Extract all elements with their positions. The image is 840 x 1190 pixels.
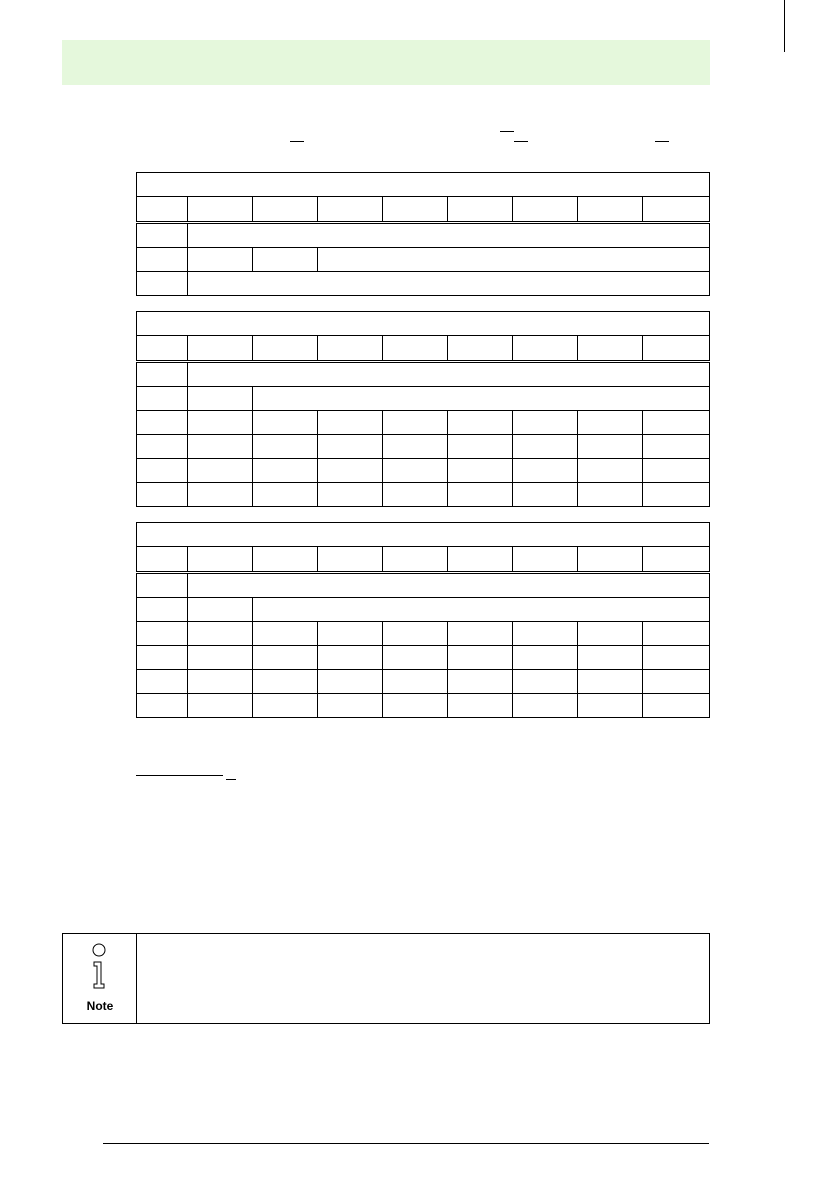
table-cell xyxy=(188,387,253,411)
table-cell xyxy=(578,411,643,435)
table-cell xyxy=(253,547,318,573)
table-cell xyxy=(188,622,253,646)
table-cell xyxy=(318,248,710,272)
table-cell xyxy=(188,336,253,362)
table-cell xyxy=(253,459,318,483)
table-cell xyxy=(448,197,513,223)
table-cell xyxy=(318,622,383,646)
table-cell xyxy=(137,387,188,411)
table-cell xyxy=(188,598,253,622)
table-cell xyxy=(383,459,448,483)
table-cell xyxy=(253,197,318,223)
register-table-1 xyxy=(136,172,710,296)
table-cell xyxy=(578,435,643,459)
page-edge-line xyxy=(784,0,785,52)
table-cell xyxy=(253,387,710,411)
table-cell xyxy=(643,197,710,223)
note-label: Note xyxy=(86,999,114,1013)
table-cell xyxy=(643,694,710,718)
table-cell xyxy=(188,197,253,223)
table-cell xyxy=(513,694,578,718)
table-cell xyxy=(448,336,513,362)
table-cell xyxy=(448,435,513,459)
table-cell xyxy=(318,197,383,223)
table-cell xyxy=(643,622,710,646)
table-cell xyxy=(188,694,253,718)
table-cell xyxy=(137,459,188,483)
table-cell xyxy=(513,483,578,507)
table-cell xyxy=(383,670,448,694)
table-cell xyxy=(383,622,448,646)
table-cell xyxy=(643,483,710,507)
table-cell xyxy=(137,573,188,598)
table-cell xyxy=(137,547,188,573)
table-cell xyxy=(578,197,643,223)
table-3-title-cell xyxy=(137,523,710,547)
table-cell xyxy=(318,336,383,362)
table-cell xyxy=(643,670,710,694)
table-cell xyxy=(188,547,253,573)
table-cell xyxy=(383,547,448,573)
table-cell xyxy=(137,223,188,248)
table-cell xyxy=(578,670,643,694)
table-cell xyxy=(318,547,383,573)
table-cell xyxy=(253,598,710,622)
table-cell xyxy=(137,670,188,694)
table-cell xyxy=(448,411,513,435)
table-cell xyxy=(188,272,710,296)
table-cell xyxy=(253,483,318,507)
table-cell xyxy=(137,248,188,272)
table-cell xyxy=(137,435,188,459)
table-cell xyxy=(643,411,710,435)
table-cell xyxy=(318,483,383,507)
table-cell xyxy=(137,272,188,296)
table-cell xyxy=(137,622,188,646)
register-table-2 xyxy=(136,311,710,507)
table-cell xyxy=(188,459,253,483)
note-divider xyxy=(136,934,137,1023)
table-cell xyxy=(137,598,188,622)
table-cell xyxy=(513,670,578,694)
table-cell xyxy=(137,336,188,362)
table-cell xyxy=(578,483,643,507)
table-cell xyxy=(448,622,513,646)
table-cell xyxy=(253,336,318,362)
table-cell xyxy=(643,336,710,362)
table-cell xyxy=(448,459,513,483)
table-cell xyxy=(513,435,578,459)
table-cell xyxy=(513,459,578,483)
table-cell xyxy=(318,646,383,670)
table-cell xyxy=(253,622,318,646)
note-box xyxy=(62,933,710,1024)
table-cell xyxy=(513,622,578,646)
table-cell xyxy=(383,435,448,459)
table-cell xyxy=(188,248,253,272)
table-cell xyxy=(188,646,253,670)
table-1-title-cell xyxy=(137,173,710,197)
table-cell xyxy=(383,411,448,435)
table-cell xyxy=(643,547,710,573)
table-cell xyxy=(578,646,643,670)
table-cell xyxy=(578,336,643,362)
table-cell xyxy=(513,547,578,573)
table-cell xyxy=(448,483,513,507)
heading-underline-short xyxy=(226,779,236,780)
table-cell xyxy=(137,411,188,435)
table-cell xyxy=(137,362,188,387)
table-cell xyxy=(253,646,318,670)
table-cell xyxy=(643,646,710,670)
table-cell xyxy=(137,197,188,223)
register-table-3 xyxy=(136,522,710,718)
table-cell xyxy=(318,694,383,718)
overline-mark xyxy=(500,131,514,132)
table-cell xyxy=(188,670,253,694)
table-2-title-cell xyxy=(137,312,710,336)
table-cell xyxy=(188,435,253,459)
table-cell xyxy=(578,622,643,646)
table-cell xyxy=(188,573,710,598)
table-cell xyxy=(188,411,253,435)
underline-mark-1 xyxy=(290,141,304,142)
table-cell xyxy=(383,197,448,223)
table-cell xyxy=(318,459,383,483)
table-cell xyxy=(513,411,578,435)
table-cell xyxy=(578,694,643,718)
table-cell xyxy=(383,646,448,670)
table-cell xyxy=(253,411,318,435)
footer-rule xyxy=(103,1143,709,1144)
table-cell xyxy=(578,547,643,573)
table-cell xyxy=(137,694,188,718)
table-cell xyxy=(253,670,318,694)
table-cell xyxy=(383,694,448,718)
table-cell xyxy=(137,646,188,670)
info-icon xyxy=(85,940,113,1000)
table-cell xyxy=(643,435,710,459)
table-cell xyxy=(188,483,253,507)
table-cell xyxy=(578,459,643,483)
table-cell xyxy=(253,248,318,272)
table-cell xyxy=(318,411,383,435)
table-cell xyxy=(253,435,318,459)
table-cell xyxy=(448,646,513,670)
header-band xyxy=(62,40,710,85)
table-cell xyxy=(513,646,578,670)
table-cell xyxy=(383,483,448,507)
table-cell xyxy=(448,547,513,573)
table-cell xyxy=(318,435,383,459)
table-cell xyxy=(448,694,513,718)
table-cell xyxy=(188,362,710,387)
table-cell xyxy=(643,459,710,483)
table-cell xyxy=(188,223,710,248)
table-cell xyxy=(448,670,513,694)
table-cell xyxy=(513,336,578,362)
heading-underline xyxy=(136,775,223,776)
underline-mark-3 xyxy=(655,141,669,142)
table-cell xyxy=(253,694,318,718)
table-cell xyxy=(318,670,383,694)
underline-mark-2 xyxy=(514,141,528,142)
table-cell xyxy=(137,483,188,507)
table-cell xyxy=(383,336,448,362)
table-cell xyxy=(513,197,578,223)
